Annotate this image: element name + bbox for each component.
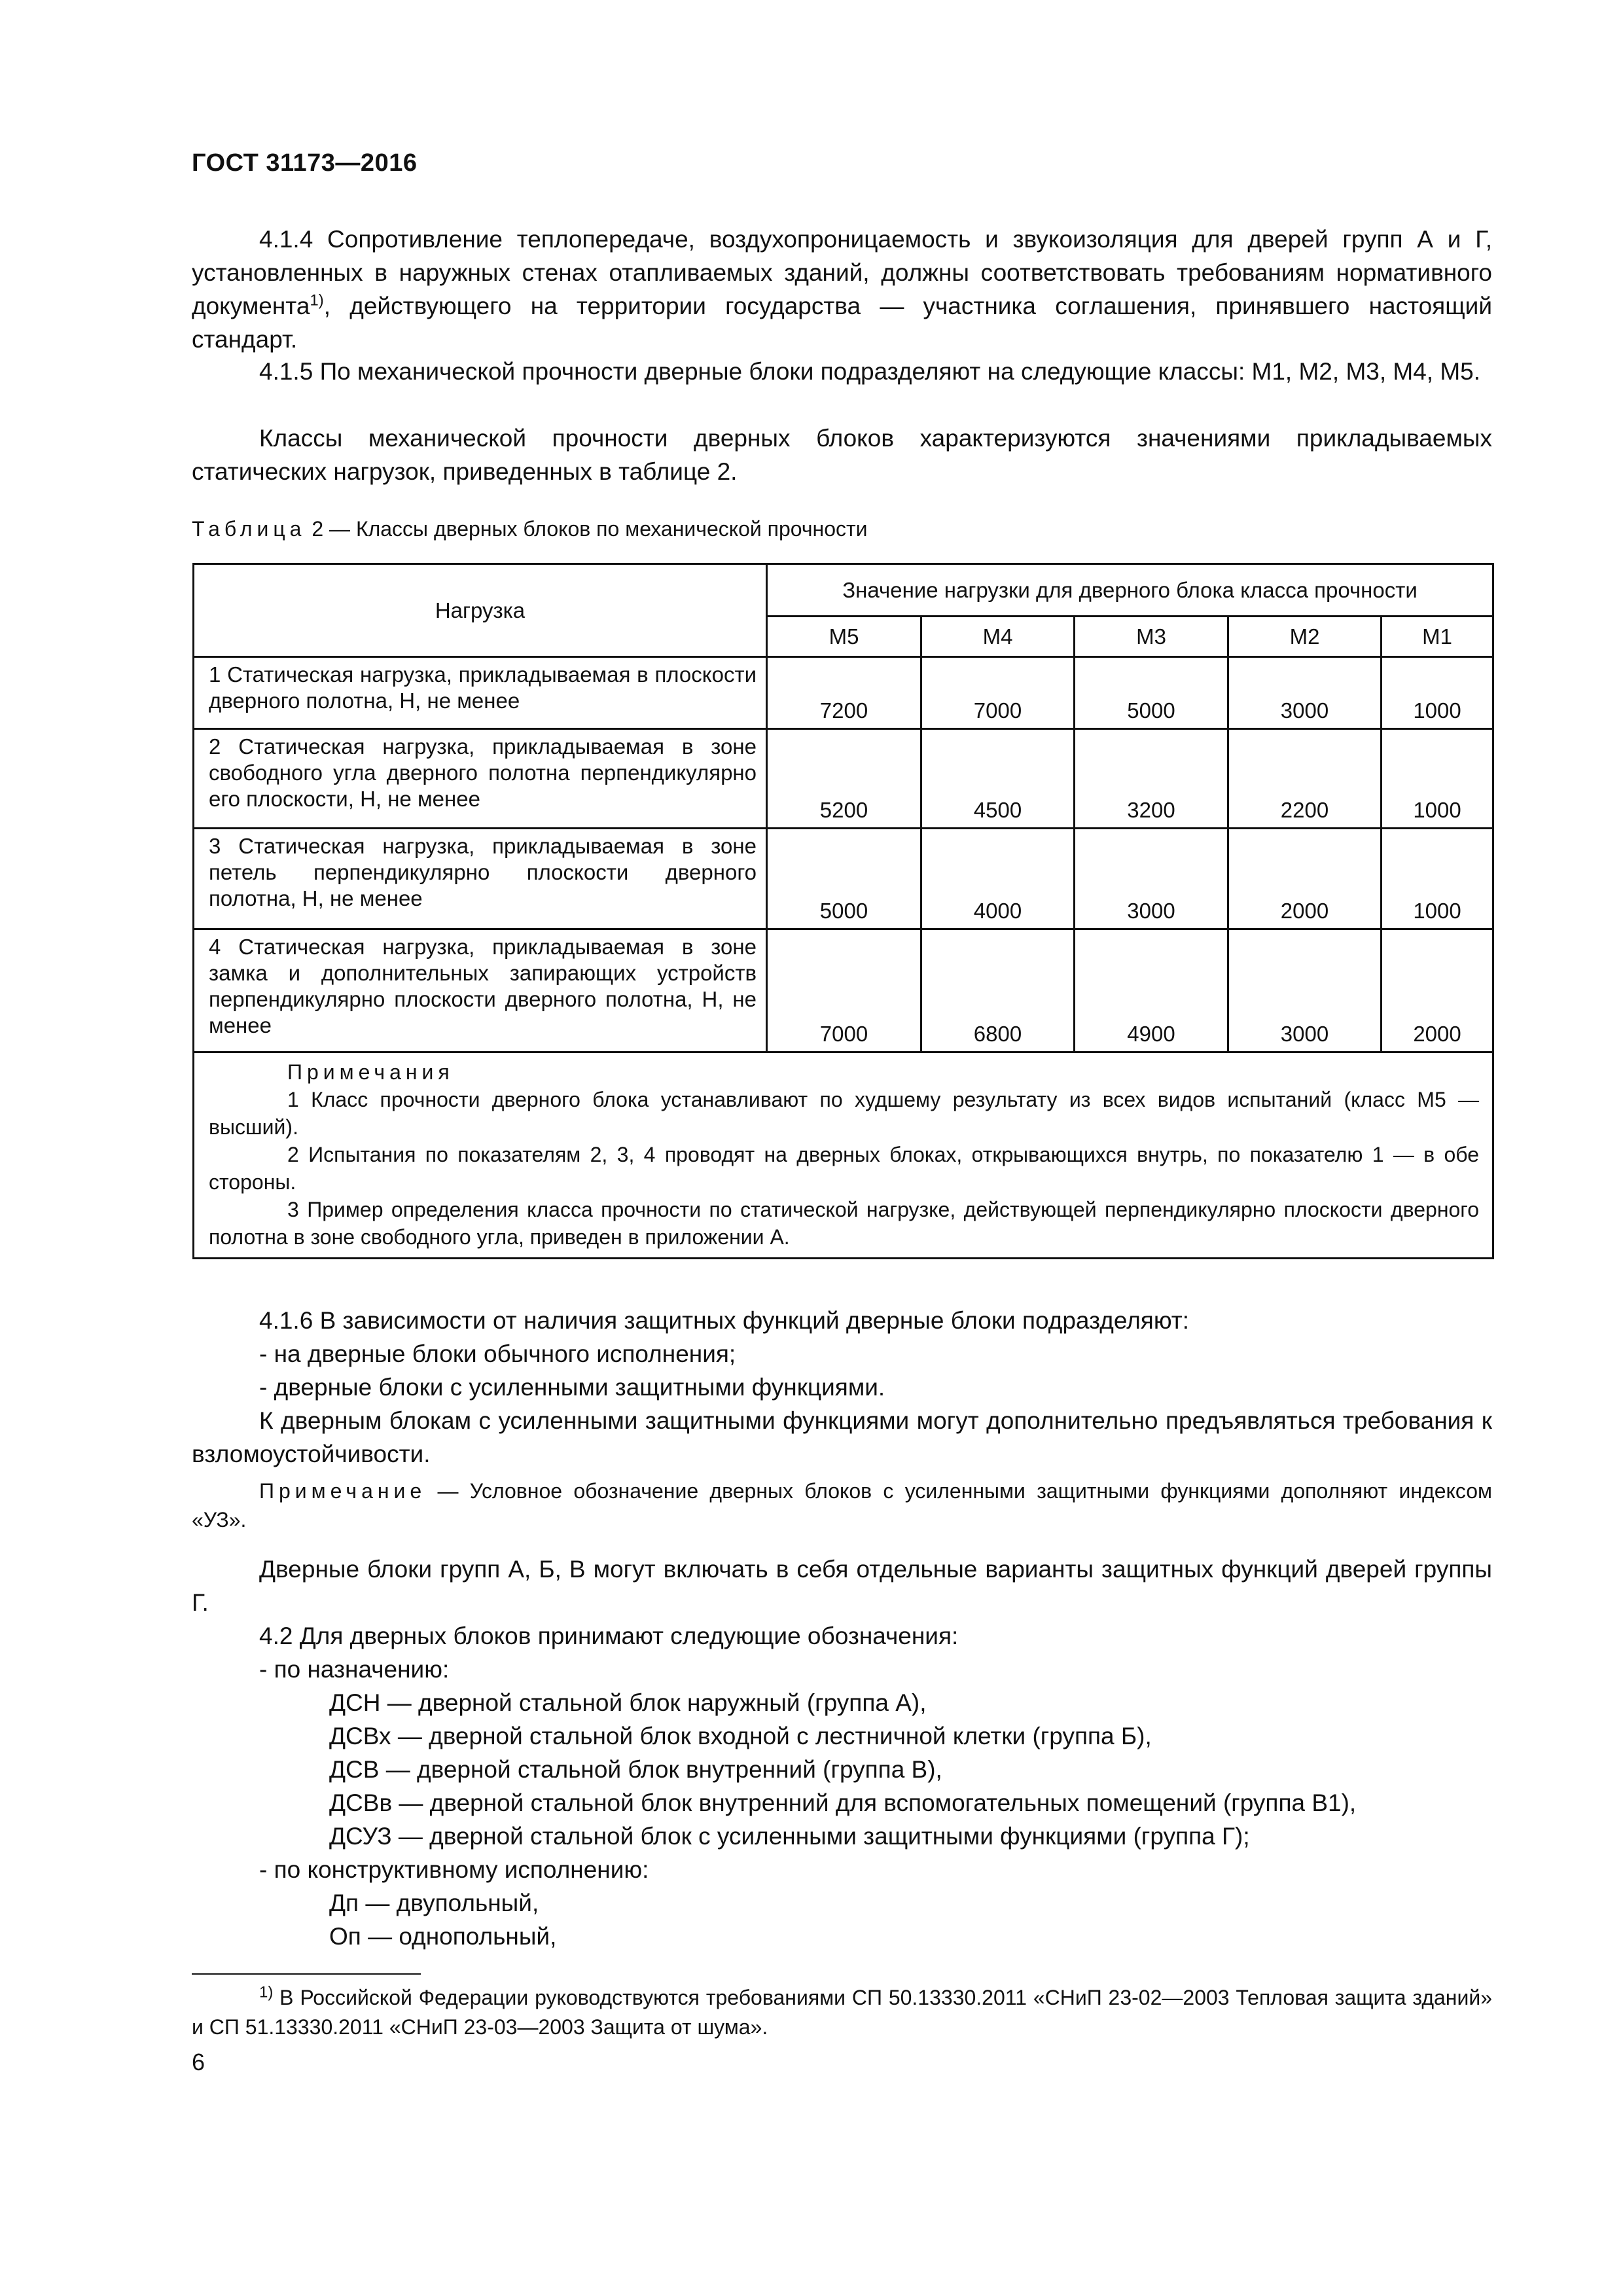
paragraph-4-2 — [192, 1619, 1492, 1953]
load-value: 2200 — [1228, 729, 1382, 829]
note-uz — [192, 1477, 1492, 1534]
load-value: 5000 — [767, 829, 921, 929]
footnote — [192, 1983, 1492, 2042]
paragraph-text: , действующего на территории государства — участника соглашения, принявшего настоящий стандарт. — [192, 293, 1492, 353]
footnote-separator — [192, 1973, 421, 1975]
list-item: - дверные блоки с усиленными защитными функциями. — [259, 1374, 885, 1401]
load-description: 1 Статическая нагрузка, прикладываемая в плоскости дверного полотна, Н, не менее — [194, 657, 767, 729]
paragraph-strength-classes: Классы механической прочности дверных блоков характеризуются значениями прикладываемых статических нагрузок, приведенных в таблице 2. — [192, 425, 1492, 485]
column-header-class: М4 — [921, 617, 1075, 657]
designation-item: ДСВв — дверной стальной блок внутренний для вспомогательных помещений (группа В1), — [329, 1789, 1357, 1816]
table-caption — [192, 517, 868, 541]
document-code-header: ГОСТ 31173—2016 — [192, 149, 418, 177]
list-item: - на дверные блоки обычного исполнения; — [259, 1340, 736, 1367]
notes-title: Примечания — [287, 1060, 454, 1084]
designation-item: ДСН — дверной стальной блок наружный (группа А), — [329, 1689, 927, 1716]
load-value: 5200 — [767, 729, 921, 829]
load-value: 3000 — [1075, 829, 1228, 929]
load-value: 2000 — [1228, 829, 1382, 929]
note-label: Примечание — [259, 1479, 427, 1503]
paragraph-text: 4.1.4 Сопротивление теплопередаче, воздухопроницаемость и звукоизоляция для дверей групп А и Г, установленных в наружных стенах отапливаемых зданий, должны соответствовать требованиям нормативного документа — [192, 226, 1492, 319]
column-header-class: М2 — [1228, 617, 1382, 657]
table-row — [194, 829, 1493, 929]
load-description: 4 Статическая нагрузка, прикладываемая в зоне замка и дополнительных запирающих устройств перпендикулярно плоскости дверного полотна, Н, не менее — [194, 929, 767, 1052]
load-value: 4000 — [921, 829, 1075, 929]
designation-item: ДСВ — дверной стальной блок внутренний (группа В), — [329, 1756, 942, 1783]
paragraph-4-1-4 — [192, 223, 1492, 356]
designation-item: ДСВх — дверной стальной блок входной с лестничной клетки (группа Б), — [329, 1723, 1152, 1749]
table-caption-text: 2 — Классы дверных блоков по механической прочности — [306, 517, 868, 541]
load-value: 1000 — [1382, 829, 1493, 929]
footnote-mark: 1) — [259, 1983, 274, 2001]
table-row — [194, 929, 1493, 1052]
table-notes-row — [194, 1052, 1493, 1259]
load-description: 3 Статическая нагрузка, прикладываемая в зоне петель перпендикулярно плоскости дверного полотна, Н, не менее — [194, 829, 767, 929]
footnote-text: В Российской Федерации руководствуются требованиями СП 50.13330.2011 «СНиП 23-02—2003 Тепловая защита зданий» и СП 51.13330.2011 «СНиП 23-03—2003 Защита от шума». — [192, 1986, 1492, 2039]
designation-item: Оп — однопольный, — [329, 1923, 557, 1950]
table-note: 3 Пример определения класса прочности по статической нагрузке, действующей перпендикулярно плоскости дверного полотна в зоне свободного угла, приведен в приложении А. — [209, 1198, 1480, 1249]
load-value: 1000 — [1382, 657, 1493, 729]
column-header-load-value: Значение нагрузки для дверного блока класса прочности — [767, 564, 1493, 617]
column-header-load: Нагрузка — [194, 564, 767, 657]
paragraph-4-1-5: 4.1.5 По механической прочности дверные блоки подразделяют на следующие классы: М1, М2, М3, М4, М5. — [259, 358, 1481, 385]
column-header-class: М5 — [767, 617, 921, 657]
paragraph-intro: 4.2 Для дверных блоков принимают следующие обозначения: — [259, 1623, 959, 1649]
table-note: 1 Класс прочности дверного блока устанавливают по худшему результату из всех видов испытаний (класс М5 — высший). — [209, 1088, 1480, 1139]
column-header-class: М1 — [1382, 617, 1493, 657]
table-note: 2 Испытания по показателям 2, 3, 4 проводят на дверных блоках, открывающихся внутрь, по показателю 1 — в обе стороны. — [209, 1143, 1480, 1194]
table-notes — [194, 1052, 1493, 1259]
load-value: 1000 — [1382, 729, 1493, 829]
footnote-reference[interactable]: 1) — [310, 291, 324, 310]
load-value: 6800 — [921, 929, 1075, 1052]
paragraph-4-1-6 — [192, 1304, 1492, 1471]
paragraph-text: К дверным блокам с усиленными защитными функциями могут дополнительно предъявляться требования к взломоустойчивости. — [192, 1407, 1492, 1467]
load-value: 4500 — [921, 729, 1075, 829]
load-value: 5000 — [1075, 657, 1228, 729]
paragraph-groups: Дверные блоки групп А, Б, В могут включать в себя отдельные варианты защитных функций дверей группы Г. — [192, 1556, 1492, 1616]
table-caption-label: Таблица — [192, 517, 306, 541]
table-row — [194, 729, 1493, 829]
page-number: 6 — [192, 2049, 205, 2075]
designation-item: Дп — двупольный, — [329, 1890, 539, 1916]
load-value: 2000 — [1382, 929, 1493, 1052]
load-value: 3000 — [1228, 657, 1382, 729]
table-row — [194, 657, 1493, 729]
list-heading: - по конструктивному исполнению: — [259, 1856, 649, 1883]
load-value: 7000 — [921, 657, 1075, 729]
note-text: — Условное обозначение дверных блоков с усиленными защитными функциями дополняют индексом «УЗ». — [192, 1479, 1492, 1532]
paragraph-intro: 4.1.6 В зависимости от наличия защитных функций дверные блоки подразделяют: — [259, 1307, 1189, 1334]
load-description: 2 Статическая нагрузка, прикладываемая в зоне свободного угла дверного полотна перпендикулярно его плоскости, Н, не менее — [194, 729, 767, 829]
load-value: 3200 — [1075, 729, 1228, 829]
column-header-class: М3 — [1075, 617, 1228, 657]
load-value: 7000 — [767, 929, 921, 1052]
load-value: 4900 — [1075, 929, 1228, 1052]
list-heading: - по назначению: — [259, 1656, 450, 1683]
strength-classes-table — [192, 563, 1494, 1259]
designation-item: ДСУЗ — дверной стальной блок с усиленными защитными функциями (группа Г); — [329, 1823, 1250, 1850]
load-value: 3000 — [1228, 929, 1382, 1052]
load-value: 7200 — [767, 657, 921, 729]
